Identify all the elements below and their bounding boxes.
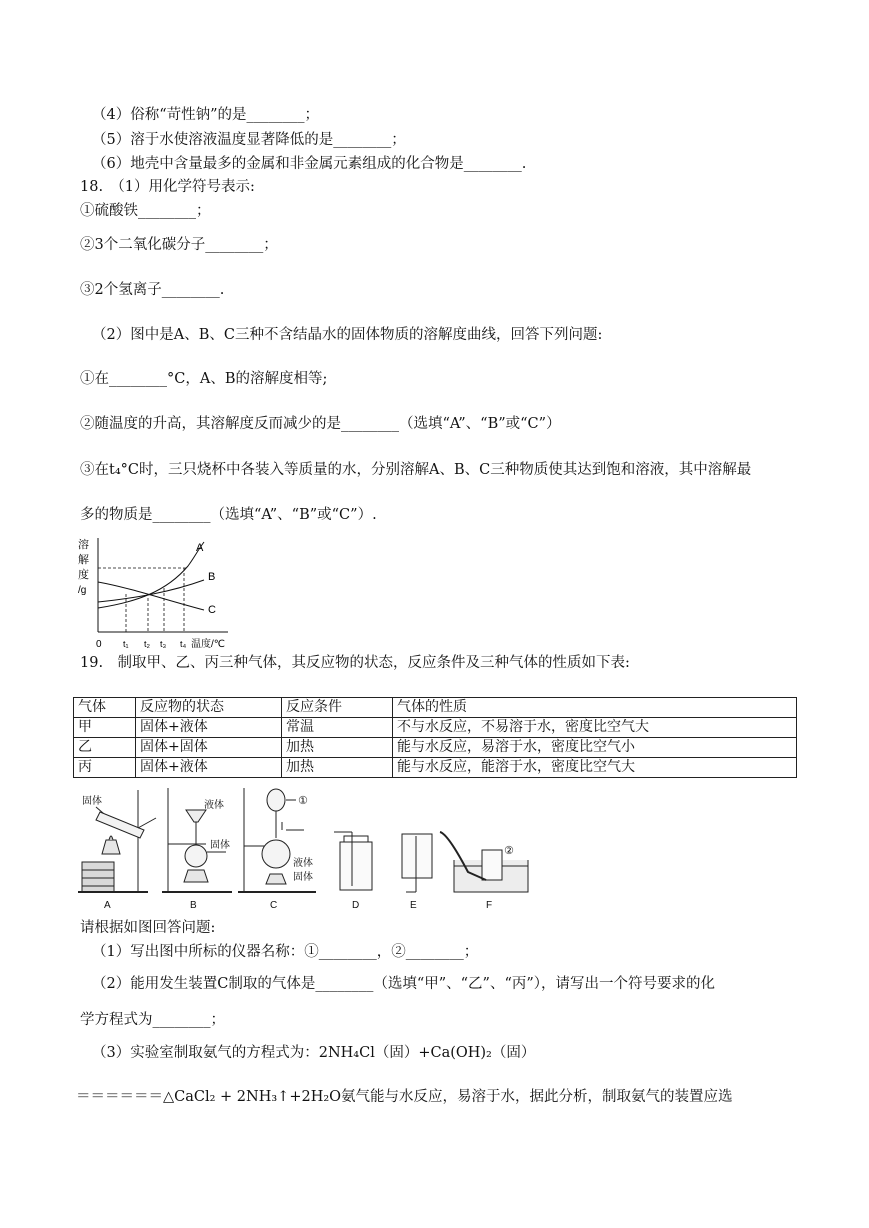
label-f: F	[486, 900, 493, 911]
graph-origin: 0	[96, 639, 102, 650]
graph-ylabel-3: 度	[78, 569, 89, 581]
q18-sub-2: ②随温度的升高，其溶解度反而减少的是________（选填“A”、“B”或“C”）	[80, 416, 561, 432]
table-cell: 加热	[282, 738, 393, 758]
q19-part-1: （1）写出图中所标的仪器名称：①________，②________；	[92, 944, 479, 960]
graph-tick-t4: t₄	[180, 639, 187, 649]
gas-property-table	[73, 697, 797, 778]
label-liquid-b: 液体	[204, 800, 224, 811]
table-row	[74, 758, 797, 778]
label-d: D	[352, 900, 360, 911]
q19-part-2b: 学方程式为________；	[80, 1012, 225, 1028]
q18-part-2: （2）图中是A、B、C三种不含结晶水的固体物质的溶解度曲线，回答下列问题:	[92, 327, 603, 343]
table-cell: 常温	[282, 718, 393, 738]
graph-label-c: C	[208, 604, 216, 616]
graph-tick-t2: t₂	[144, 639, 150, 649]
q18-sub-3a: ③在t₄°C时，三只烧杯中各装入等质量的水，分别溶解A、B、C三种物质使其达到饱和溶液，其中溶解最	[80, 462, 752, 478]
q17-line-4: （4）俗称“苛性钠”的是________；	[92, 107, 320, 123]
graph-ylabel-1: 溶	[78, 539, 89, 551]
table-cell: 甲	[74, 718, 136, 738]
graph-curve-c	[98, 582, 204, 610]
mark-2: ②	[504, 845, 514, 857]
graph-curve-b	[98, 580, 204, 602]
q19-part-2a: （2）能用发生装置C制取的气体是________（选填“甲”、“乙”、“丙”），请写出一个符号要求的化	[92, 976, 716, 992]
table-cell: 固体+液体	[136, 718, 282, 738]
q19-header: 19. 制取甲、乙、丙三种气体，其反应物的状态，反应条件及三种气体的性质如下表:	[80, 655, 630, 671]
apparatus-a	[78, 790, 156, 911]
apparatus-e	[402, 834, 432, 911]
table-header-cell: 反应条件	[282, 698, 393, 718]
q18-header: 18. （1）用化学符号表示:	[80, 179, 255, 195]
graph-label-a: A	[196, 542, 204, 554]
table-row	[74, 718, 797, 738]
q19-prompt: 请根据如图回答问题:	[80, 920, 216, 936]
graph-tick-t1: t₁	[123, 639, 129, 649]
q18-sub-3b: 多的物质是________（选填“A”、“B”或“C”）.	[80, 507, 377, 523]
label-c: C	[270, 900, 278, 911]
label-solid-c: 固体	[210, 840, 230, 851]
lab-apparatus-figure	[76, 782, 536, 916]
q19-part-3b: ＝＝＝＝＝＝△CaCl₂ + 2NH₃↑+2H₂O氨气能与水反应，易溶于水，据此分析，制取氨气的装置应选	[76, 1089, 733, 1105]
apparatus-d	[334, 832, 372, 911]
graph-ylabel-2: 解	[78, 554, 89, 566]
table-cell: 能与水反应，能溶于水，密度比空气大	[393, 758, 797, 778]
q17-line-5: （5）溶于水使溶液温度显著降低的是________；	[92, 132, 406, 148]
table-header-cell: 气体的性质	[393, 698, 797, 718]
apparatus-f	[440, 832, 528, 911]
q18-item-2: ②3个二氧化碳分子________；	[80, 237, 278, 253]
table-header-cell: 反应物的状态	[136, 698, 282, 718]
label-solid-a: 固体	[82, 796, 102, 807]
label-liquid-c: 液体	[293, 858, 313, 869]
graph-tick-t3: t₃	[160, 639, 167, 649]
label-b: B	[190, 900, 197, 911]
table-cell: 能与水反应，易溶于水，密度比空气小	[393, 738, 797, 758]
table-header-row	[74, 698, 797, 718]
table-cell: 固体+液体	[136, 758, 282, 778]
mark-1: ①	[298, 795, 308, 807]
q19-part-3: （3）实验室制取氨气的方程式为：2NH₄Cl（固）+Ca(OH)₂（固）	[92, 1045, 536, 1061]
q17-line-6: （6）地壳中含量最多的金属和非金属元素组成的化合物是________.	[92, 156, 527, 172]
label-e: E	[410, 900, 417, 911]
label-solid-c2: 固体	[293, 872, 313, 883]
label-a: A	[104, 900, 111, 911]
table-cell: 丙	[74, 758, 136, 778]
q18-item-1: ①硫酸铁________；	[80, 203, 211, 219]
table-cell: 固体+固体	[136, 738, 282, 758]
table-cell: 不与水反应，不易溶于水，密度比空气大	[393, 718, 797, 738]
graph-xlabel: 温度/℃	[191, 639, 226, 650]
table-header-cell: 气体	[74, 698, 136, 718]
table-cell: 乙	[74, 738, 136, 758]
graph-label-b: B	[208, 571, 216, 583]
graph-ylabel-4: /g	[78, 585, 87, 596]
graph-curve-a	[98, 542, 204, 608]
q18-sub-1: ①在________°C，A、B的溶解度相等;	[80, 371, 328, 387]
q18-item-3: ③2个氢离子________.	[80, 282, 225, 298]
table-cell: 加热	[282, 758, 393, 778]
table-row	[74, 738, 797, 758]
solubility-graph	[76, 536, 236, 652]
